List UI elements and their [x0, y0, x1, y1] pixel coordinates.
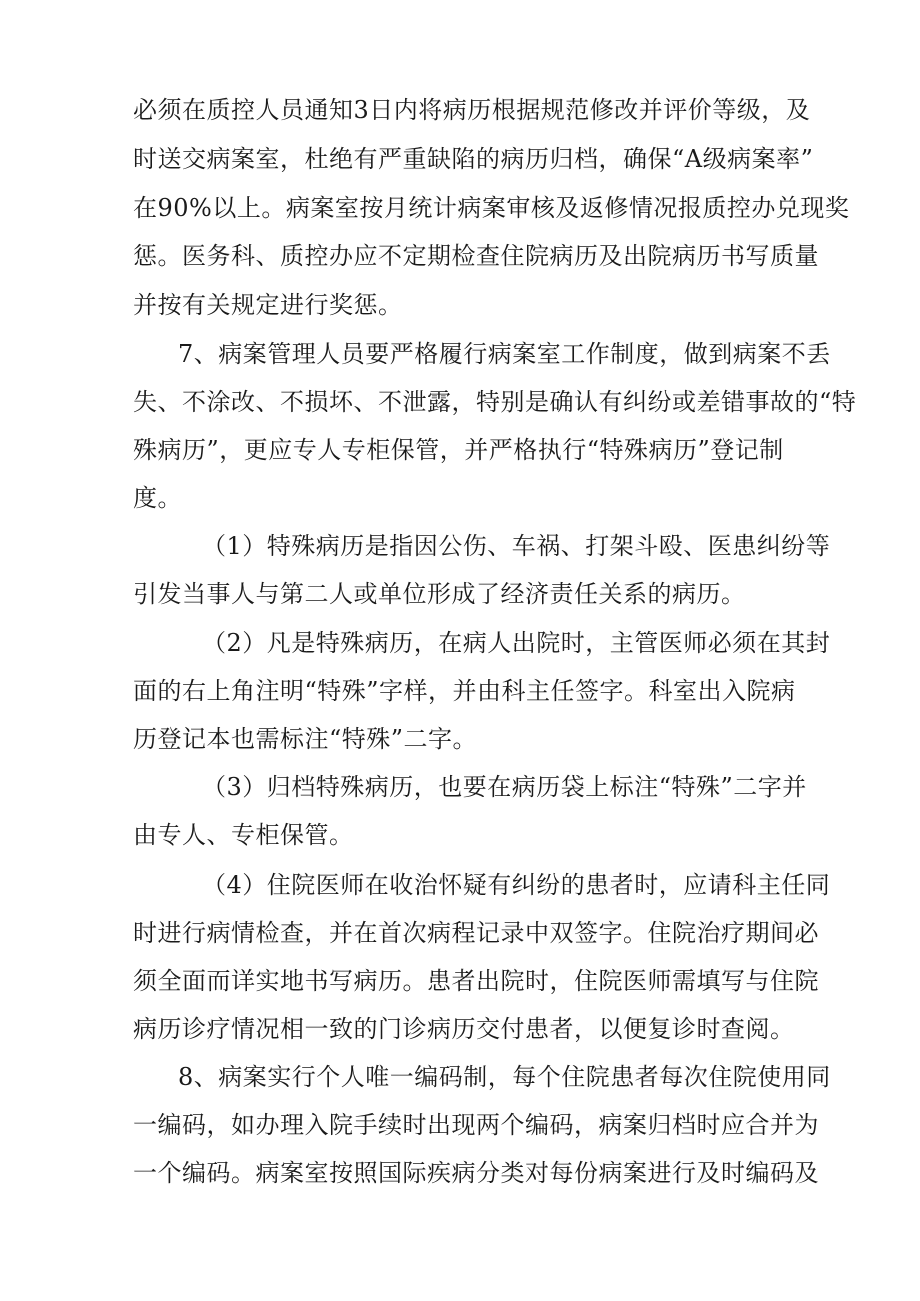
text-line: 失、不涂改、不损坏、不泄露，特别是确认有纠纷或差错事故的“特	[133, 388, 857, 416]
paragraph-7-start: 7、病案管理人员要严格履行病案室工作制度，做到病案不丢	[178, 340, 831, 368]
text-line: 由专人、专柜保管。	[133, 821, 354, 849]
text-line: 惩。医务科、质控办应不定期检查住院病历及出院病历书写质量	[133, 242, 819, 270]
item-2-start: （2）凡是特殊病历，在病人出院时，主管医师必须在其封	[202, 629, 831, 657]
text-line: 度。	[133, 484, 182, 512]
text-line: 一个编码。病案室按照国际疾病分类对每份病案进行及时编码及	[133, 1159, 819, 1187]
text-line: 面的右上角注明“特殊”字样，并由科主任签字。科室出入院病	[133, 677, 796, 705]
item-3-start: （3）归档特殊病历，也要在病历袋上标注“特殊”二字并	[202, 773, 807, 801]
text-line: 殊病历”，更应专人专柜保管，并严格执行“特殊病历”登记制	[133, 436, 784, 464]
text-line: 并按有关规定进行奖惩。	[133, 291, 403, 319]
item-1-start: （1）特殊病历是指因公伤、车祸、打架斗殴、医患纠纷等	[202, 532, 831, 560]
text-line: 必须在质控人员通知3日内将病历根据规范修改并评价等级，及	[133, 96, 811, 124]
text-line: 在90%以上。病案室按月统计病案审核及返修情况报质控办兑现奖	[133, 194, 850, 222]
text-line: 历登记本也需标注“特殊”二字。	[133, 725, 478, 753]
item-4-start: （4）住院医师在收治怀疑有纠纷的患者时，应请科主任同	[202, 871, 831, 899]
text-line: 时送交病案室，杜绝有严重缺陷的病历归档，确保“A级病案率”	[133, 145, 814, 173]
paragraph-8-start: 8、病案实行个人唯一编码制，每个住院患者每次住院使用同	[178, 1063, 831, 1091]
text-line: 引发当事人与第二人或单位形成了经济责任关系的病历。	[133, 580, 746, 608]
text-line: 须全面而详实地书写病历。患者出院时，住院医师需填写与住院	[133, 967, 819, 995]
text-line: 病历诊疗情况相一致的门诊病历交付患者，以便复诊时查阅。	[133, 1015, 795, 1043]
text-line: 一编码，如办理入院手续时出现两个编码，病案归档时应合并为	[133, 1111, 819, 1139]
text-line: 时进行病情检查，并在首次病程记录中双签字。住院治疗期间必	[133, 919, 819, 947]
